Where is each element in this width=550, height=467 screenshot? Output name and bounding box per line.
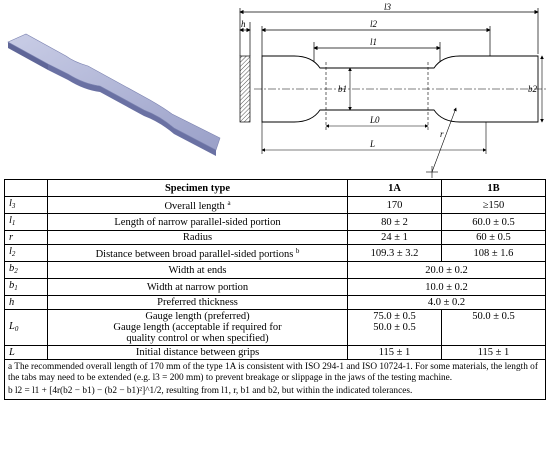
header-specimen-type: Specimen type (48, 180, 348, 197)
table-row (5, 245, 546, 262)
row-value-1b: 108 ± 1.6 (442, 245, 546, 262)
specimen-3d-illustration (4, 4, 224, 164)
table-row (5, 214, 546, 231)
specimen-dimension-table (4, 179, 546, 400)
row-symbol: $l_3$ (5, 197, 48, 214)
row-description: Gauge length (preferred) Gauge length (acceptable if required for quality control or when specified) (48, 310, 348, 346)
row-symbol: $l_1$ (5, 214, 48, 231)
header-type-1b: 1B (442, 180, 546, 197)
footnote-b: b l2 = l1 + [4r(b2 − b1) − (b2 − b1)²]^1/2, resulting from l1, r, b1 and b2, but within the indicated tolerances. (8, 386, 413, 396)
dim-label-h: h (241, 19, 246, 29)
row-value-1a: 170 (348, 197, 442, 214)
row-description: Distance between broad parallel-sided portions $^b$ (48, 245, 348, 262)
row-value-1b: 115 ± 1 (442, 346, 546, 360)
footnote-a: a The recommended overall length of 170 mm of the type 1A is consistent with ISO 294-1 and ISO 10724-1. For some materials, the length of the tabs may need to be extended (e.g. l3 = 200 mm) to prevent breakage or slippage in the jaws of the testing machine. (8, 362, 538, 383)
table-row (5, 279, 546, 296)
table-row (5, 346, 546, 360)
row-symbol: $L_0$ (5, 310, 48, 346)
row-value-merged: 20.0 ± 0.2 (348, 262, 546, 279)
row-value-1a: 80 ± 2 (348, 214, 442, 231)
row-description: Preferred thickness (48, 296, 348, 310)
row-value-1a: 109.3 ± 3.2 (348, 245, 442, 262)
header-type-1a: 1A (348, 180, 442, 197)
row-symbol: $b_2$ (5, 262, 48, 279)
row-value-1b: 60.0 ± 0.5 (442, 214, 546, 231)
table-row (5, 262, 546, 279)
header-symbol (5, 180, 48, 197)
row-symbol: h (5, 296, 48, 310)
table-header-row (5, 180, 546, 197)
row-description: Overall length $^a$ (48, 197, 348, 214)
dim-label-l2: l2 (370, 19, 378, 29)
row-value-1a: 75.0 ± 0.5 50.0 ± 0.5 (348, 310, 442, 346)
dim-label-b1: b1 (338, 84, 347, 94)
row-description: Width at ends (48, 262, 348, 279)
row-description: Radius (48, 231, 348, 245)
specimen-dimension-drawing (228, 2, 548, 180)
row-symbol: r (5, 231, 48, 245)
row-value-1b: ≥150 (442, 197, 546, 214)
row-symbol: $b_1$ (5, 279, 48, 296)
row-value-1b: 60 ± 0.5 (442, 231, 546, 245)
row-symbol: $l_2$ (5, 245, 48, 262)
table-row (5, 197, 546, 214)
row-description: Width at narrow portion (48, 279, 348, 296)
specimen-top-face (8, 34, 220, 150)
specimen-side-view (240, 56, 250, 122)
row-description: Initial distance between grips (48, 346, 348, 360)
table-footnote-row (5, 360, 546, 400)
row-symbol: L (5, 346, 48, 360)
row-value-1a: 115 ± 1 (348, 346, 442, 360)
dim-label-r: r (440, 129, 444, 139)
dim-label-l1: l1 (370, 37, 378, 47)
dim-label-L0: L0 (370, 115, 380, 125)
dim-label-b2: b2 (528, 84, 537, 94)
row-description: Length of narrow parallel-sided portion (48, 214, 348, 231)
table-footnotes (5, 360, 546, 400)
row-value-1a: 24 ± 1 (348, 231, 442, 245)
row-value-merged: 10.0 ± 0.2 (348, 279, 546, 296)
row-value-1b: 50.0 ± 0.5 (442, 310, 546, 346)
row-value-merged: 4.0 ± 0.2 (348, 296, 546, 310)
dim-label-l3: l3 (384, 2, 392, 12)
dim-label-L: L (370, 139, 376, 149)
table-row (5, 231, 546, 245)
table-row (5, 296, 546, 310)
table-row-gauge-length (5, 310, 546, 346)
